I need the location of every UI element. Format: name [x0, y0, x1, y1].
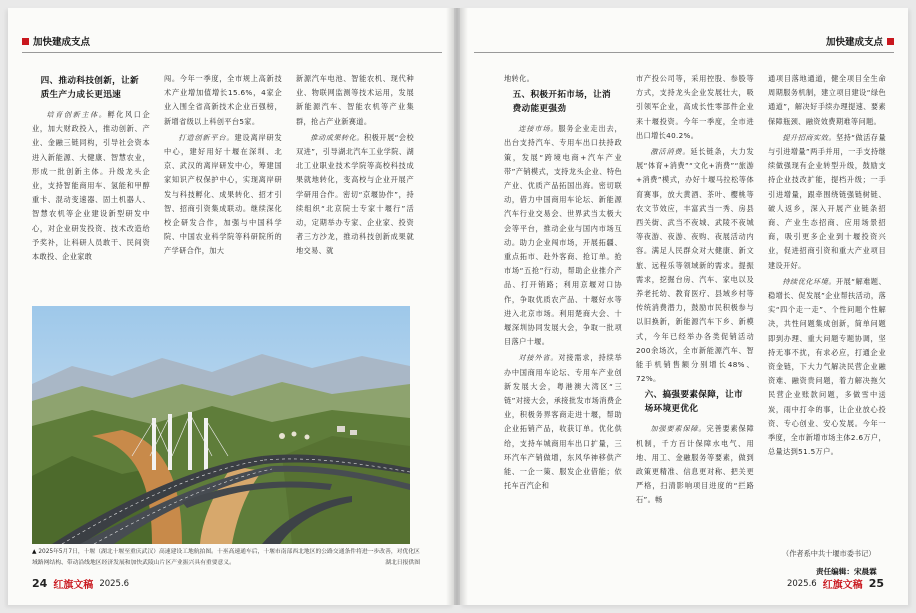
- photo-caption: [32, 547, 424, 569]
- caption-triangle-icon: ▲: [32, 549, 37, 555]
- paragraph: [164, 131, 282, 259]
- right-column-2: [636, 72, 754, 584]
- paragraph: [768, 131, 886, 273]
- paragraph: [768, 275, 886, 460]
- left-header-rule: [22, 52, 442, 53]
- right-page: [460, 8, 908, 605]
- left-column-2: [164, 72, 282, 304]
- paragraph-text: 通项目落地通道，健全项目全生命周期服务机制，建立项目建设“绿色通道”，解决好手续办理提速、要素保障瓶颈、融资效费期难等问题。: [768, 74, 886, 126]
- paragraph: [32, 108, 150, 264]
- heading-6-line2: 场环境更优化: [644, 404, 699, 415]
- editor-credit: 责任编辑：宋晨霖: [816, 567, 877, 576]
- heading-5-line1: 五、积极开拓市场，让消: [512, 90, 611, 101]
- highway-photo: [32, 306, 410, 544]
- paragraph-text: 新源汽车电池、智能农机、现代种业、物联网监测等技术运用，发展新能源汽车、智能农机等产业集群，抢占产业新赛道。: [296, 74, 414, 126]
- paragraph-lead: 提升招商实效。: [782, 132, 836, 142]
- section-heading-4: [32, 74, 150, 102]
- left-column-3: [296, 72, 414, 304]
- issue-number: 2025.6: [99, 578, 130, 589]
- paragraph-lead: 加强要素保障。: [650, 424, 707, 434]
- paragraph-text: 完善要素保障机制，千方百计保障水电气、用地、用工、金融服务等要素，做到政策更精准、信息更对称、把关更严格，扫清影响项目进度的“拦路石”。畅: [636, 424, 754, 505]
- left-header-label: 加快建成支点: [33, 37, 91, 48]
- author-note: （作者系中共十堰市委书记）: [782, 549, 876, 558]
- paragraph: [296, 131, 414, 259]
- paragraph: [636, 72, 754, 143]
- paragraph-lead: 激活消费。: [650, 147, 691, 157]
- right-column-1: [504, 72, 622, 584]
- paragraph: [768, 72, 886, 129]
- right-section-header: [826, 34, 894, 48]
- paragraph-text: 对接需求，持续举办中国商用车论坛、专用车产业创新发展大会，粤港澳大湾区“三链”对接大会，承接批发市场消费企业，积极务界客商走进十堰，帮助企业拓销产品，收获订单。优化供给，支持车城商用车出口扩量，三环汽车产销做增，东风华神移供产能、一企一策、服发企业借能；依托车百汽企和: [504, 353, 622, 491]
- left-column-1: [32, 72, 150, 304]
- paragraph: [164, 72, 282, 129]
- red-square-icon: [22, 38, 29, 45]
- paragraph-lead: 连接市场。: [518, 124, 559, 134]
- section-heading-6: [636, 388, 754, 416]
- paragraph: [504, 122, 622, 349]
- paragraph-text: 市产投公司等，采用控股、参股等方式，支持龙头企业发展壮大，吸引领军企业，高成长性零部件企业来十堰投资。今年一季度，全市进出口增长40.2%。: [636, 74, 754, 140]
- paragraph-text: 地转化。: [504, 74, 535, 83]
- issue-number: 2025.6: [786, 578, 817, 589]
- paragraph: [504, 72, 622, 86]
- paragraph: [296, 72, 414, 129]
- left-section-header: [22, 34, 90, 48]
- right-header-rule: [474, 52, 894, 53]
- paragraph-lead: 对接外省。: [518, 353, 559, 363]
- paragraph-lead: 持续优化环境。: [782, 276, 836, 286]
- paragraph-text: 开展“解难题、稳增长、促发展”企业帮扶活动，落实“四个走一走”、个性问题个性解决，共性问题集成创新，简单问题即到办理、重大问题专题协调，坚持无事不扰，有求必应，打通企业资金链，下大力气解决民营企业融资难、融资贵问题，着力解决拖欠民营企业账款问题，多做雪中送炭，雨中打伞的事，让企业放心投资、专心创业、安心发展。今年一季度，全市新增市场主体2.6万户，总量达到51.5万户。: [768, 276, 886, 457]
- paragraph-text: 服务企业走出去，出台支持汽车、专用车出口扶持政策，发展“跨境电商+汽车产业带”产销模式，支持龙头企业、特色产业、优质产品拓国出海。密切联动，借力中国商用车论坛、新能源汽车行业交易会、世界武当太极大会等平台，推动企业与国内市场互动。助力企业闯市场，开展拓疆、重点拓市、赴外客商、抢订单。抢市场“五抢”行动，帮助企业推介产品、打开销路；利用京堰对口协作，争取优质农产品、十堰好水等进入北京市场。利用楚商大会、十堰深圳协同发展大会，争取一批项目落户十堰。: [504, 124, 622, 347]
- red-square-icon: [887, 38, 894, 45]
- paragraph-lead: 培育创新主体。: [46, 110, 108, 119]
- paragraph-lead: 推动成果转化。: [310, 132, 364, 142]
- paragraph-text: 积极开展“会校双进”，引导湖北汽车工业学院、湖北工业职业技术学院等高校科技成果就地转化，变高校与企业开展产学研用合作。密切“京堰协作”，持续组织“北京院士专家十堰行”活动，定期举办专家、企业家、投资者三方沙龙，推动科技创新成果就地交易、就: [296, 132, 414, 256]
- left-footer: [32, 576, 129, 591]
- paragraph: [636, 145, 754, 386]
- page-number: 24: [32, 577, 48, 590]
- paragraph-text: 建设离岸研发中心，建好用好十堰在深圳、北京、武汉的离岸研发中心，筹建国家知识产权保护中心，实现离岸研发与科技孵化、成果转化、招才引智、招商引资集成联动。继续深化校企研发合作，加强与中国科学院、中国农业科学院等科研院所的产学研合作，加大: [164, 132, 282, 256]
- left-page: [8, 8, 454, 605]
- right-header-label: 加快建成支点: [825, 37, 883, 48]
- paragraph-text: 闯。今年一季度，全市规上高新技术产业增加值增长15.6%，4家企业入围全省高新技术企业百强榜，新增省级以上科创平台5家。: [164, 74, 282, 126]
- heading-4-line1: 四、推动科技创新，让新: [40, 76, 139, 86]
- right-column-3: [768, 72, 886, 542]
- magazine-name: 红旗文稿: [822, 580, 863, 591]
- right-footer: [787, 576, 884, 591]
- paragraph-text: 延长链条，大力发展“体育+消费”“文化+消费”“旅游+消费”模式，办好十堰马拉松等体育赛事，放大黄酒、茶叶、樱桃等农文节效应，丰富武当一秀、房县西关街、武当不夜城、武陵不夜城等夜游、夜游、夜购、夜展活动内容。满足人民群众对大健康、新文旅、远程乐等领域新的需求。提振需求，挖掘台房、汽车、家电以及养老托幼、教育医疗、县域乡村等传统消费潜力，鼓励市民积极参与以旧换新，新能源汽车下乡、新模式，今年已经举办各类促销活动200余场次，全市新能源汽车、智能手机销售额分别增长48%、72%。: [636, 147, 754, 384]
- photo-credit: 湖北日报供图: [385, 560, 420, 566]
- highway-bridge-illustration: [32, 306, 410, 544]
- paragraph: [504, 351, 622, 493]
- caption-text: 2025年5月7日，十堰（湖北十堰至重庆武汉）高速建设工地航拍图。十巫高速通车后，十堰市南部西北地区的公路交通条件将进一步改善，对优化区域路网结构、带动沿线地区经济发展和加快武陵山片区产业振兴具有重要意义。: [32, 549, 420, 566]
- page-number: 25: [868, 577, 884, 590]
- magazine-name: 红旗文稿: [53, 580, 94, 591]
- paragraph-text: 坚持“做活存量与引进增量”两手并用，一手支持继续做强现有企业转型升级，鼓励支持企业技改扩能，提档升级；一手引进增量，跟牵围绕链强链树链、破人返乡，深入开展产业链条招商、产业生态招商、应用场景招商，吸引更多企业到十堰投资兴业，促进招商引资和重大产业项目建设开好。: [768, 132, 886, 270]
- section-heading-5: [504, 88, 622, 116]
- heading-6-line1: 六、搞强要素保障，让市: [644, 390, 743, 401]
- paragraph-text: 孵化风口企业，加大财政投入，推动创新、产业、金融三链同构，引导社会资本进入新能源、大健康、智慧农业，形成一批创新主体。升级龙头企业，支持智能商用车、氢能和甲醇重卡、混动变速器、固土机器人、智慧农机等企业建设新型研发中心，对企业研发投资、技术改造给予奖补，让科研人员敢干、民间资本敢投、企业家敢: [32, 110, 150, 262]
- heading-5-line2: 费动能更强劲: [512, 104, 567, 115]
- paragraph: [636, 422, 754, 507]
- paragraph-lead: 打造创新平台。: [178, 132, 235, 142]
- heading-4-line2: 质生产力成长更迅速: [40, 90, 122, 100]
